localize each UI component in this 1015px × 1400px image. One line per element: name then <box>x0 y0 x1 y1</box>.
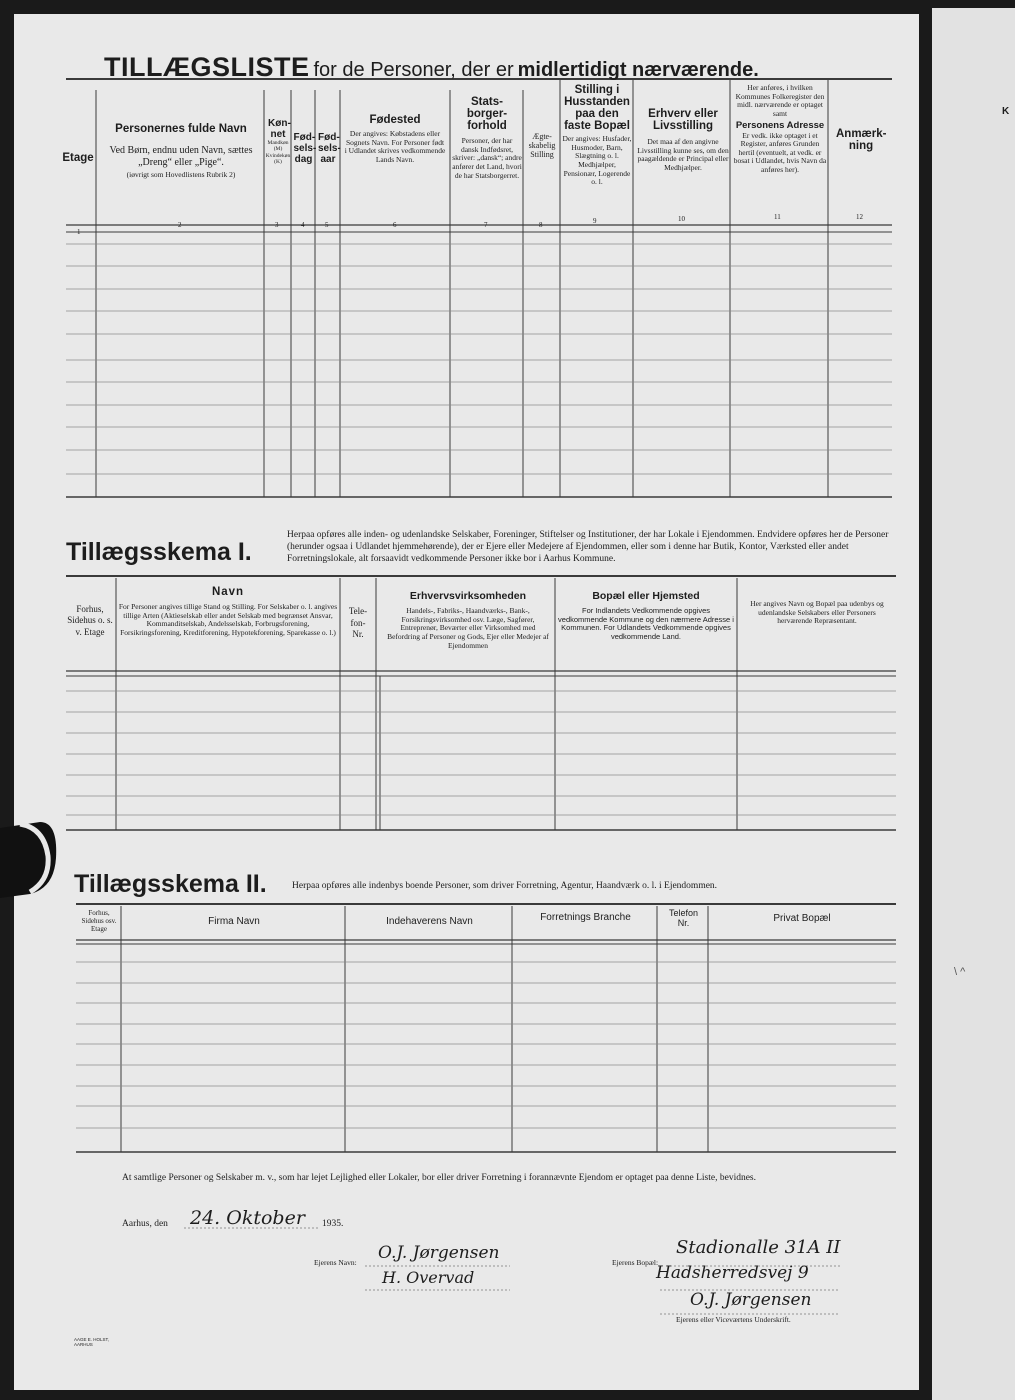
col-etage-header: Etage <box>62 152 94 164</box>
printer-imprint: AAGE E. HOLST, AARHUS <box>74 1337 110 1348</box>
col-statsborger-header: Stats-borger-forhold Personer, der har dansk Indfødsret, skriver: „dansk“; andre anfører det Land, hvori de har Statsborgerret. <box>452 96 522 180</box>
col-num: 5 <box>325 221 329 229</box>
signature-handwritten: O.J. Jørgensen <box>690 1290 812 1310</box>
s1-col-etage: Forhus, Sidehus o. s. v. Etage <box>67 604 113 637</box>
s1-col-telefon: Tele-fon-Nr. <box>348 606 368 640</box>
s2-col-firma: Firma Navn <box>208 916 260 927</box>
ejerens-navn-handwritten-2: H. Overvad <box>382 1268 475 1287</box>
col-num: 3 <box>275 221 279 229</box>
tillaegsliste-title <box>104 52 759 83</box>
col-num: 12 <box>856 213 863 221</box>
col-fodselsdag-header: Fød-sels-dag <box>293 132 317 165</box>
col-kon-header: Køn-net Mandkøn (M) Kvindekøn (K) <box>265 118 291 165</box>
ejerens-navn-handwritten-1: O.J. Jørgensen <box>378 1243 500 1263</box>
col-num: 11 <box>774 213 781 221</box>
bopael-handwritten-1: Stadionalle 31A II <box>676 1237 841 1258</box>
col-stilling-header: Stilling i Husstanden paa den faste Bopæl Der angives: Husfader, Husmoder, Barn, Slægtning o. l. Medhjælper, Pensionær, Logerende o. l. <box>562 84 632 187</box>
edge-mark: \ ^ <box>954 966 966 978</box>
col-num: 1 <box>77 228 81 236</box>
binder-clip <box>0 818 60 898</box>
s1-col-bopael: Bopæl eller Hjemsted For Indlandets Vedkommende opgives vedkommende Kommune og den nærmere Adresse i Kommunen. For Udlandets Vedkommende opgives vedkommende Land. <box>558 590 734 641</box>
s2-col-bopael: Privat Bopæl <box>773 913 831 924</box>
s1-col-navn: Navn For Personer angives tillige Stand og Stilling. For Selskaber o. l. angives tillige Arten (Aktieselskab eller andet Selskab med begrænset Ansvar, Kommanditselskab, Andelsselskab, Forbrugsforening, Forsikringsforening, Kreditforening, Hypotekforening, Sparekasse o. l.) <box>118 586 338 637</box>
col-num: 8 <box>539 221 543 229</box>
col-adresse-header: Her anføres, i hvilken Kommunes Folkeregister den midl. nærværende er optaget samt Personens Adresse Er vedk. ikke optaget i et Register, anføres Grunden hertil (eventuelt, at vedk. er bosat i Udlandet, hvis Navn da anføres her). <box>733 83 827 174</box>
s1-col-erhverv: Erhvervsvirksomheden Handels-, Fabriks-, Haandværks-, Bank-, Forsikringsvirksomhed osv. Læge, Sagfører, Entreprenør, Beværter eller Virksomhed med Befordring af Personer og Gods, Ejer eller Medejer af Ejendommen <box>387 590 549 650</box>
skema2-description: Herpaa opføres alle indenbys boende Personer, som driver Forretning, Agentur, Haandværk o. l. i Ejendommen. <box>292 881 718 891</box>
footer-statement: At samtlige Personer og Selskaber m. v., som har lejet Lejlighed eller Lokaler, bor eller driver Forretning i forannævnte Ejendom er optaget paa denne Liste, bevidnes. <box>122 1173 756 1183</box>
s2-col-etage: Forhus, Sidehus osv. Etage <box>81 909 117 934</box>
footer-year: 1935. <box>322 1219 344 1229</box>
s2-col-indehaver: Indehaverens Navn <box>386 916 473 927</box>
skema1-title: Tillægsskema I. <box>66 538 252 566</box>
col-fodselsaar-header: Fød-sels-aar <box>318 132 341 165</box>
edge-letter: K <box>1002 106 1010 117</box>
s2-col-branche: Forretnings Branche <box>540 912 631 923</box>
ejerens-navn-label: Ejerens Navn: <box>314 1258 357 1267</box>
col-anmaerkning-header: Anmærk-ning <box>836 128 887 152</box>
skema1-description: Herpaa opføres alle inden- og udenlandske Selskaber, Foreninger, Stiftelser og Institutioner, der har Lokale i Ejendommen. Endvidere opføres her de Personer (herunder ogsaa i Udlandet hjemmehørende), der er Ejere eller Medejere af Ejendommen, eller som i denne har Butik, Kontor, Værksted eller andet Forretningslokale, alt forsaavidt vedkommende Personer ikke bor i Aarhus Kommune. <box>287 530 889 564</box>
skema2-title: Tillægsskema II. <box>74 870 267 898</box>
s2-col-telefon: Telefon Nr. <box>668 908 699 929</box>
col-num: 2 <box>178 221 182 229</box>
col-num: 6 <box>393 221 397 229</box>
col-num: 4 <box>301 221 305 229</box>
ejerens-bopael-label: Ejerens Bopæl: <box>612 1258 659 1267</box>
s1-col-repraesentant: Her angives Navn og Bopæl paa udenbys og udenlandske Selskabers eller Personers herværende Repræsentant. <box>750 599 884 626</box>
title-bold: TILLÆGSLISTE <box>104 52 310 82</box>
title-bold2: midlertidigt nærværende. <box>517 59 759 81</box>
signature-label: Ejerens eller Viceværtens Underskrift. <box>676 1315 791 1324</box>
bopael-handwritten-2: Hadsherredsvej 9 <box>656 1263 809 1283</box>
col-fodested-header: Fødested Der angives: Købstadens eller Sognets Navn. For Personer født i Udlandet skrives vedkommende Lands Navn. <box>344 114 446 164</box>
col-num: 10 <box>678 215 685 223</box>
col-aegteskab-header: Ægte-skabelig Stilling <box>528 132 556 160</box>
footer-place: Aarhus, den <box>122 1219 168 1229</box>
col-num: 7 <box>484 221 488 229</box>
col-num: 9 <box>593 217 597 225</box>
col-navn-header: Personernes fulde Navn Ved Børn, endnu uden Navn, sættes „Dreng“ eller „Pige“. (iøvrigt som Hovedlistens Rubrik 2) <box>109 123 253 179</box>
footer-date-handwritten: 24. Oktober <box>190 1207 305 1229</box>
title-mid: for de Personer, der er <box>313 59 514 81</box>
col-erhverv-header: Erhverv eller Livsstilling Det maa af den angivne Livsstilling kunne ses, om den paagældende er Principal eller Medhjælper. <box>637 108 729 172</box>
